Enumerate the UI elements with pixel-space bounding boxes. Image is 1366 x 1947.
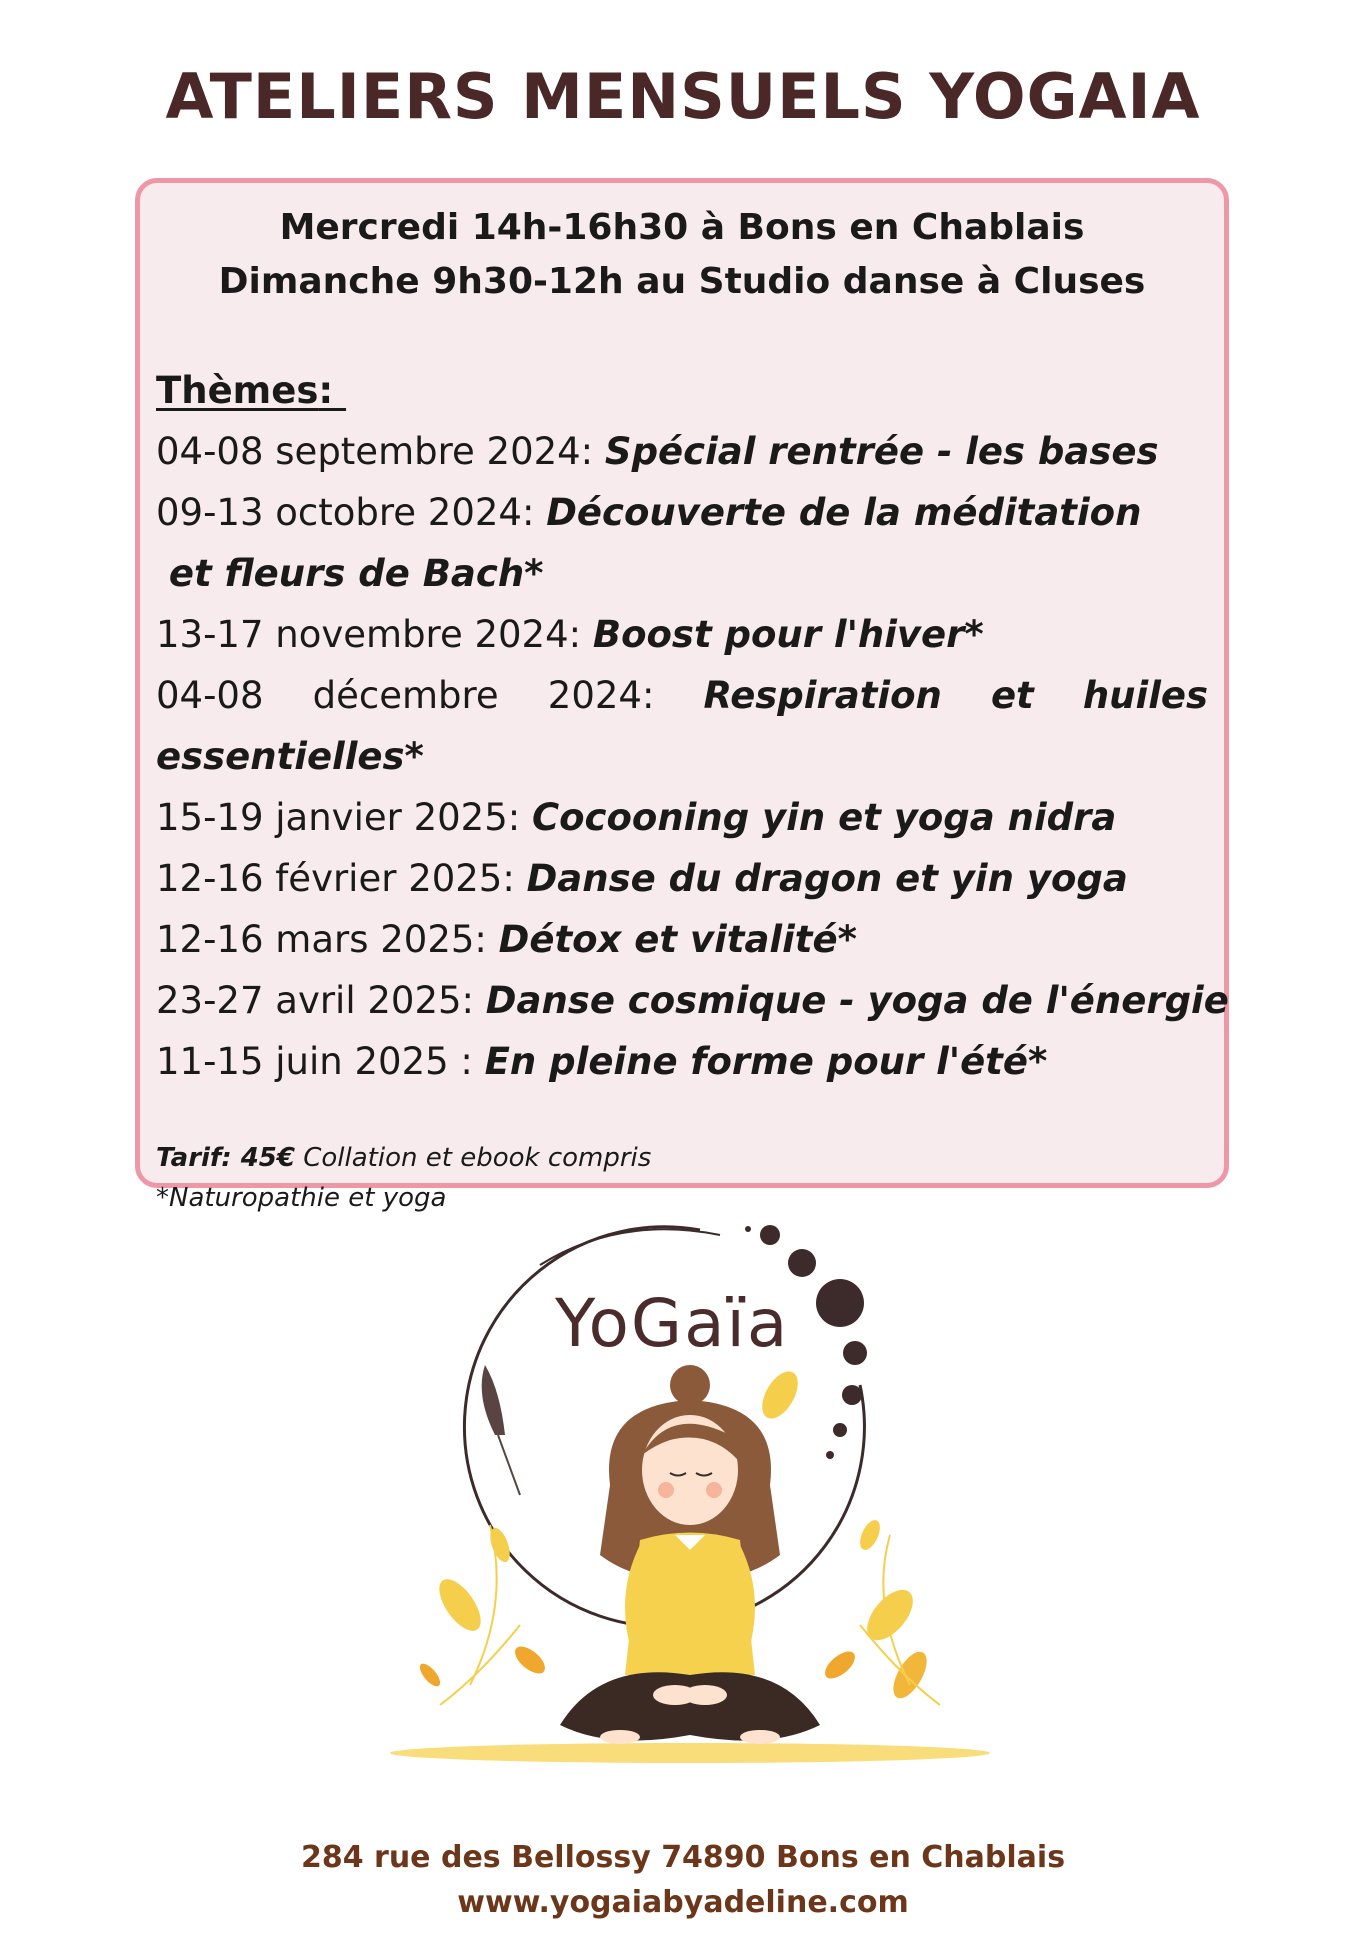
theme-name: Danse du dragon et yin yoga [526,857,1128,900]
meditating-girl-icon [560,1365,820,1744]
ground-shadow [390,1743,990,1763]
theme-date: 23-27 avril 2025: [156,979,486,1022]
theme-name: Découverte de la méditation [546,491,1142,534]
themes-list [156,421,1229,1092]
theme-date: 15-19 janvier 2025: [156,796,532,839]
theme-date-word: 04-08 [156,674,264,717]
theme-name: En pleine forme pour l'été* [484,1040,1048,1083]
theme-row-2 [156,482,1208,543]
theme-row-2-continuation: et fleurs de Bach* [156,552,544,595]
theme-row-9 [156,1031,1208,1092]
page-title: ATELIERS MENSUELS YOGAIA [165,60,1201,133]
footer-address: 284 rue des Bellossy 74890 Bons en Chablais [300,1840,1066,1875]
theme-row-4 [156,665,1208,726]
theme-name: Spécial rentrée - les bases [604,430,1159,473]
tarif-text: Collation et ebook compris [294,1143,652,1173]
theme-date: 11-15 juin 2025 : [156,1040,485,1083]
footnote: *Naturopathie et yoga [156,1183,447,1213]
theme-name-word: et [990,674,1034,717]
footer-website[interactable]: www.yogaiabyadeline.com [457,1885,909,1920]
tarif-line [156,1138,1208,1178]
theme-date-word: décembre [312,674,499,717]
theme-name: Boost pour l'hiver* [592,613,984,656]
logo-wordmark: YoGaïa [555,1285,790,1362]
theme-date: 04-08 septembre 2024: [156,430,605,473]
schedule-block [156,201,1208,309]
schedule-panel [135,178,1229,1213]
theme-name: Danse cosmique - yoga de l'énergie [485,979,1229,1022]
tarif-label: Tarif: 45€ [156,1143,295,1173]
theme-row-3 [156,604,1208,665]
schedule-line-2: Dimanche 9h30-12h au Studio danse à Cluses [218,261,1146,302]
schedule-line-1: Mercredi 14h-16h30 à Bons en Chablais [279,207,1085,248]
theme-row-4-continuation: essentielles* [156,735,424,778]
theme-date: 12-16 février 2025: [156,857,527,900]
theme-name-word: Respiration [703,674,942,717]
theme-name: Détox et vitalité* [498,918,857,961]
theme-row-5 [156,787,1208,848]
feather-icon [482,1365,520,1495]
yogaia-logo-illustration [370,1205,1010,1815]
theme-row-1 [156,421,1208,482]
themes-heading: Thèmes: [156,369,347,412]
theme-name-word: huiles [1082,674,1208,717]
theme-date: 09-13 octobre 2024: [156,491,547,534]
themes-heading-label: Thèmes [156,369,319,412]
theme-date-word: 2024: [547,674,655,717]
theme-row-6 [156,848,1208,909]
theme-row-8 [156,970,1229,1031]
theme-row-7 [156,909,1208,970]
theme-date: 13-17 novembre 2024: [156,613,593,656]
theme-name: Cocooning yin et yoga nidra [531,796,1117,839]
theme-date: 12-16 mars 2025: [156,918,499,961]
